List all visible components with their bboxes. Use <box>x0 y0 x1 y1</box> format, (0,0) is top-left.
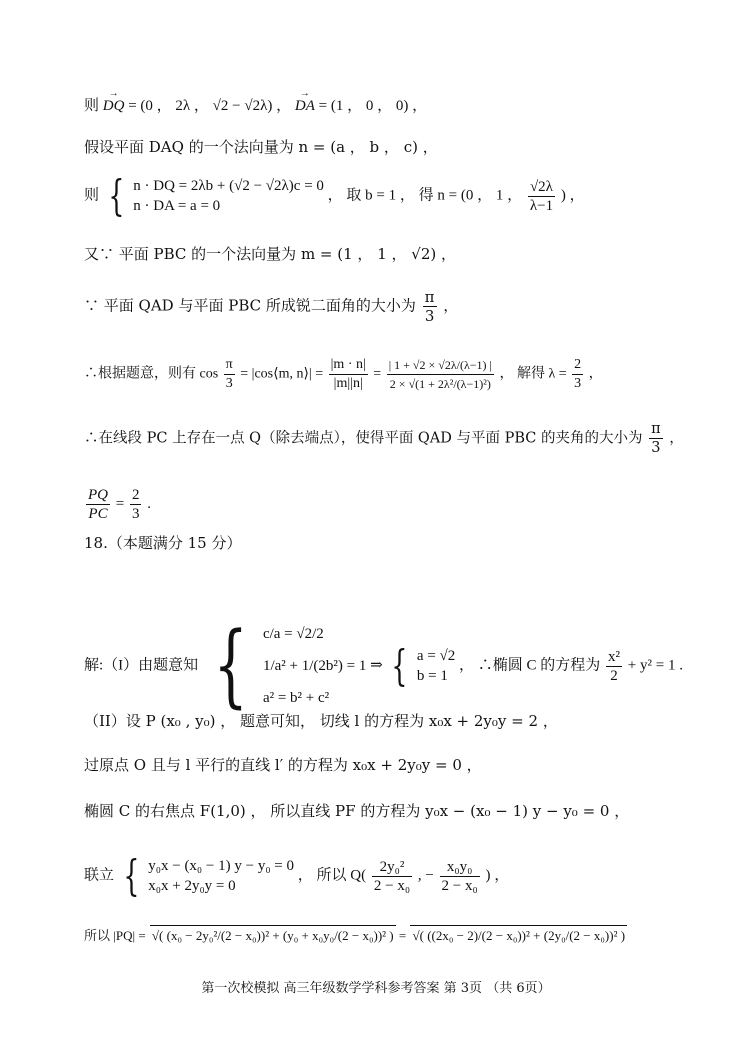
denominator: 3 <box>131 506 140 522</box>
fraction <box>528 178 555 215</box>
numerator: | 1 + √2 × √2λ/(λ−1) | <box>387 356 494 375</box>
line-focus: 椭圆 C 的右焦点 F(1,0) ， 所以直线 PF 的方程为 y₀x − (x₀ − 1) y − y₀ = 0 ， <box>84 802 630 820</box>
denominator: λ−1 <box>529 197 554 214</box>
equation-row: n · DQ = 2λb + (√2 − √2λ)c = 0 <box>133 178 324 194</box>
text: . <box>147 495 151 512</box>
line-tangent: （II）设 P (x₀ , y₀) ， 题意可知， 切线 l 的方程为 x₀x + 2y₀y = 2 ， <box>84 712 558 730</box>
separator: ， <box>276 98 295 114</box>
fraction <box>130 486 142 523</box>
vector-dq: → DQ <box>103 96 125 116</box>
equation-row: a = √2 <box>416 648 456 664</box>
numerator: π <box>651 421 661 437</box>
numerator: √2λ <box>528 178 555 197</box>
text: ∴在线段 PC 上存在一点 Q（除去端点），使得平面 QAD 与平面 PBC 的夹角的大小为 <box>84 430 643 447</box>
line-conclusion <box>84 420 684 457</box>
denominator: PC <box>88 506 108 522</box>
line-dq-da-vectors <box>84 96 427 116</box>
numerator: PQ <box>88 487 108 503</box>
line-cos-equation <box>84 356 603 393</box>
text: = |cos⟨m, n⟩| = <box>240 366 324 382</box>
numerator: 2 <box>572 356 583 375</box>
vector-da: → DA <box>295 96 315 116</box>
left-brace: { <box>213 613 248 718</box>
text: ， ∴椭圆 C 的方程为 <box>459 657 601 674</box>
line-normal-m: 又∵ 平面 PBC 的一个法向量为 m = (1 ， 1 ， √2) ， <box>84 245 457 263</box>
text: ， 解得 λ = <box>499 366 567 382</box>
fraction <box>606 648 622 685</box>
line-simultaneous <box>84 851 510 900</box>
text: ， <box>669 430 684 447</box>
fraction <box>372 858 412 895</box>
line-ratio <box>84 486 151 523</box>
text: ， 取 b = 1 ， 得 n = (0 ， 1 ， <box>327 187 523 204</box>
text: 则 <box>84 98 100 114</box>
equation-row: c/a = √2/2 <box>262 626 324 642</box>
equation-system <box>417 646 455 686</box>
text: ) ， <box>560 187 585 204</box>
line-ellipse-solution <box>84 613 683 718</box>
left-brace: { <box>123 851 140 900</box>
line-normal-vector-assumption: 假设平面 DAQ 的一个法向量为 n = (a ， b ， c) ， <box>84 138 438 156</box>
text: ∵ 平面 QAD 与平面 PBC 所成锐二面角的大小为 <box>84 296 416 315</box>
vector-dq-value: = (0 ， 2λ ， √2 − √2λ) <box>128 98 273 114</box>
equation-system <box>133 176 324 216</box>
text: 解:（I）由题意知 <box>84 657 199 674</box>
numerator: 2 <box>131 487 140 503</box>
line-dihedral-angle <box>84 288 458 325</box>
denominator: 3 <box>225 376 233 391</box>
denominator: 2 <box>610 667 618 684</box>
denominator: 2 × √(1 + 2λ²/(λ−1)²) <box>389 377 491 391</box>
text: ， 所以 Q( <box>297 867 367 884</box>
text: ， <box>588 366 603 382</box>
text: = <box>373 366 382 382</box>
numerator: 2y₀² <box>372 858 412 877</box>
equation-row: x₀x + 2y₀y = 0 <box>148 878 236 894</box>
equation-row: 1/a² + 1/(2b²) = 1 <box>262 658 367 674</box>
text: + y² = 1 . <box>627 657 683 674</box>
left-brace: { <box>391 641 408 690</box>
problem-18-heading: 18.（本题满分 15 分） <box>84 534 242 552</box>
equation-system <box>148 856 294 896</box>
sqrt-expression: √( ((2x₀ − 2)/(2 − x₀))² + (2y₀/(2 − x₀))² ) <box>410 925 627 946</box>
fraction <box>387 356 494 393</box>
text: , − <box>417 867 434 884</box>
line-pq-length <box>84 925 627 946</box>
fraction <box>329 356 368 393</box>
text: ， <box>443 296 459 315</box>
denominator: 2 − x₀ <box>373 877 411 894</box>
text: ) ， <box>485 867 510 884</box>
line-parallel: 过原点 O 且与 l 平行的直线 l′ 的方程为 x₀x + 2y₀y = 0 ， <box>84 756 482 774</box>
denominator: 3 <box>574 376 582 391</box>
sqrt-expression: √( (x₀ − 2y₀²/(2 − x₀))² + (y₀ + x₀y₀/(2 − x₀))² ) <box>150 925 396 946</box>
fraction <box>86 486 110 523</box>
denominator: 3 <box>424 307 435 325</box>
equation-row: a² = b² + c² <box>262 690 330 706</box>
numerator: π <box>424 288 435 306</box>
left-brace: { <box>108 171 125 220</box>
fraction <box>649 420 663 457</box>
equation-row: b = 1 <box>416 668 448 684</box>
denominator: |m||n| <box>333 376 363 391</box>
fraction <box>423 288 437 325</box>
text: = <box>398 928 407 943</box>
equation-row: y₀x − (x₀ − 1) y − y₀ = 0 <box>148 858 295 874</box>
denominator: 2 − x₀ <box>441 877 478 894</box>
text: ∴根据题意，则有 cos <box>84 366 219 382</box>
fraction <box>572 356 583 393</box>
text: 联立 <box>84 867 115 884</box>
vector-da-value: = (1 ， 0 ， 0) ， <box>318 98 428 114</box>
fraction <box>440 858 480 895</box>
denominator: 3 <box>651 440 661 456</box>
page-footer: 第一次校模拟 高三年级数学学科参考答案 第 3页 （共 6页） <box>201 981 551 996</box>
numerator: x₀y₀ <box>440 858 480 877</box>
line-system-1 <box>84 171 585 220</box>
text: = <box>115 495 125 512</box>
equation-system <box>263 618 366 714</box>
text: 则 <box>84 187 100 204</box>
numerator: π <box>224 356 235 375</box>
fraction <box>224 356 235 393</box>
equation-row: n · DA = a = 0 <box>133 198 221 214</box>
numerator: |m · n| <box>329 356 368 375</box>
numerator: x² <box>608 648 621 665</box>
implies-arrow: ⇒ <box>370 657 383 674</box>
text: 所以 |PQ| = <box>84 928 146 943</box>
